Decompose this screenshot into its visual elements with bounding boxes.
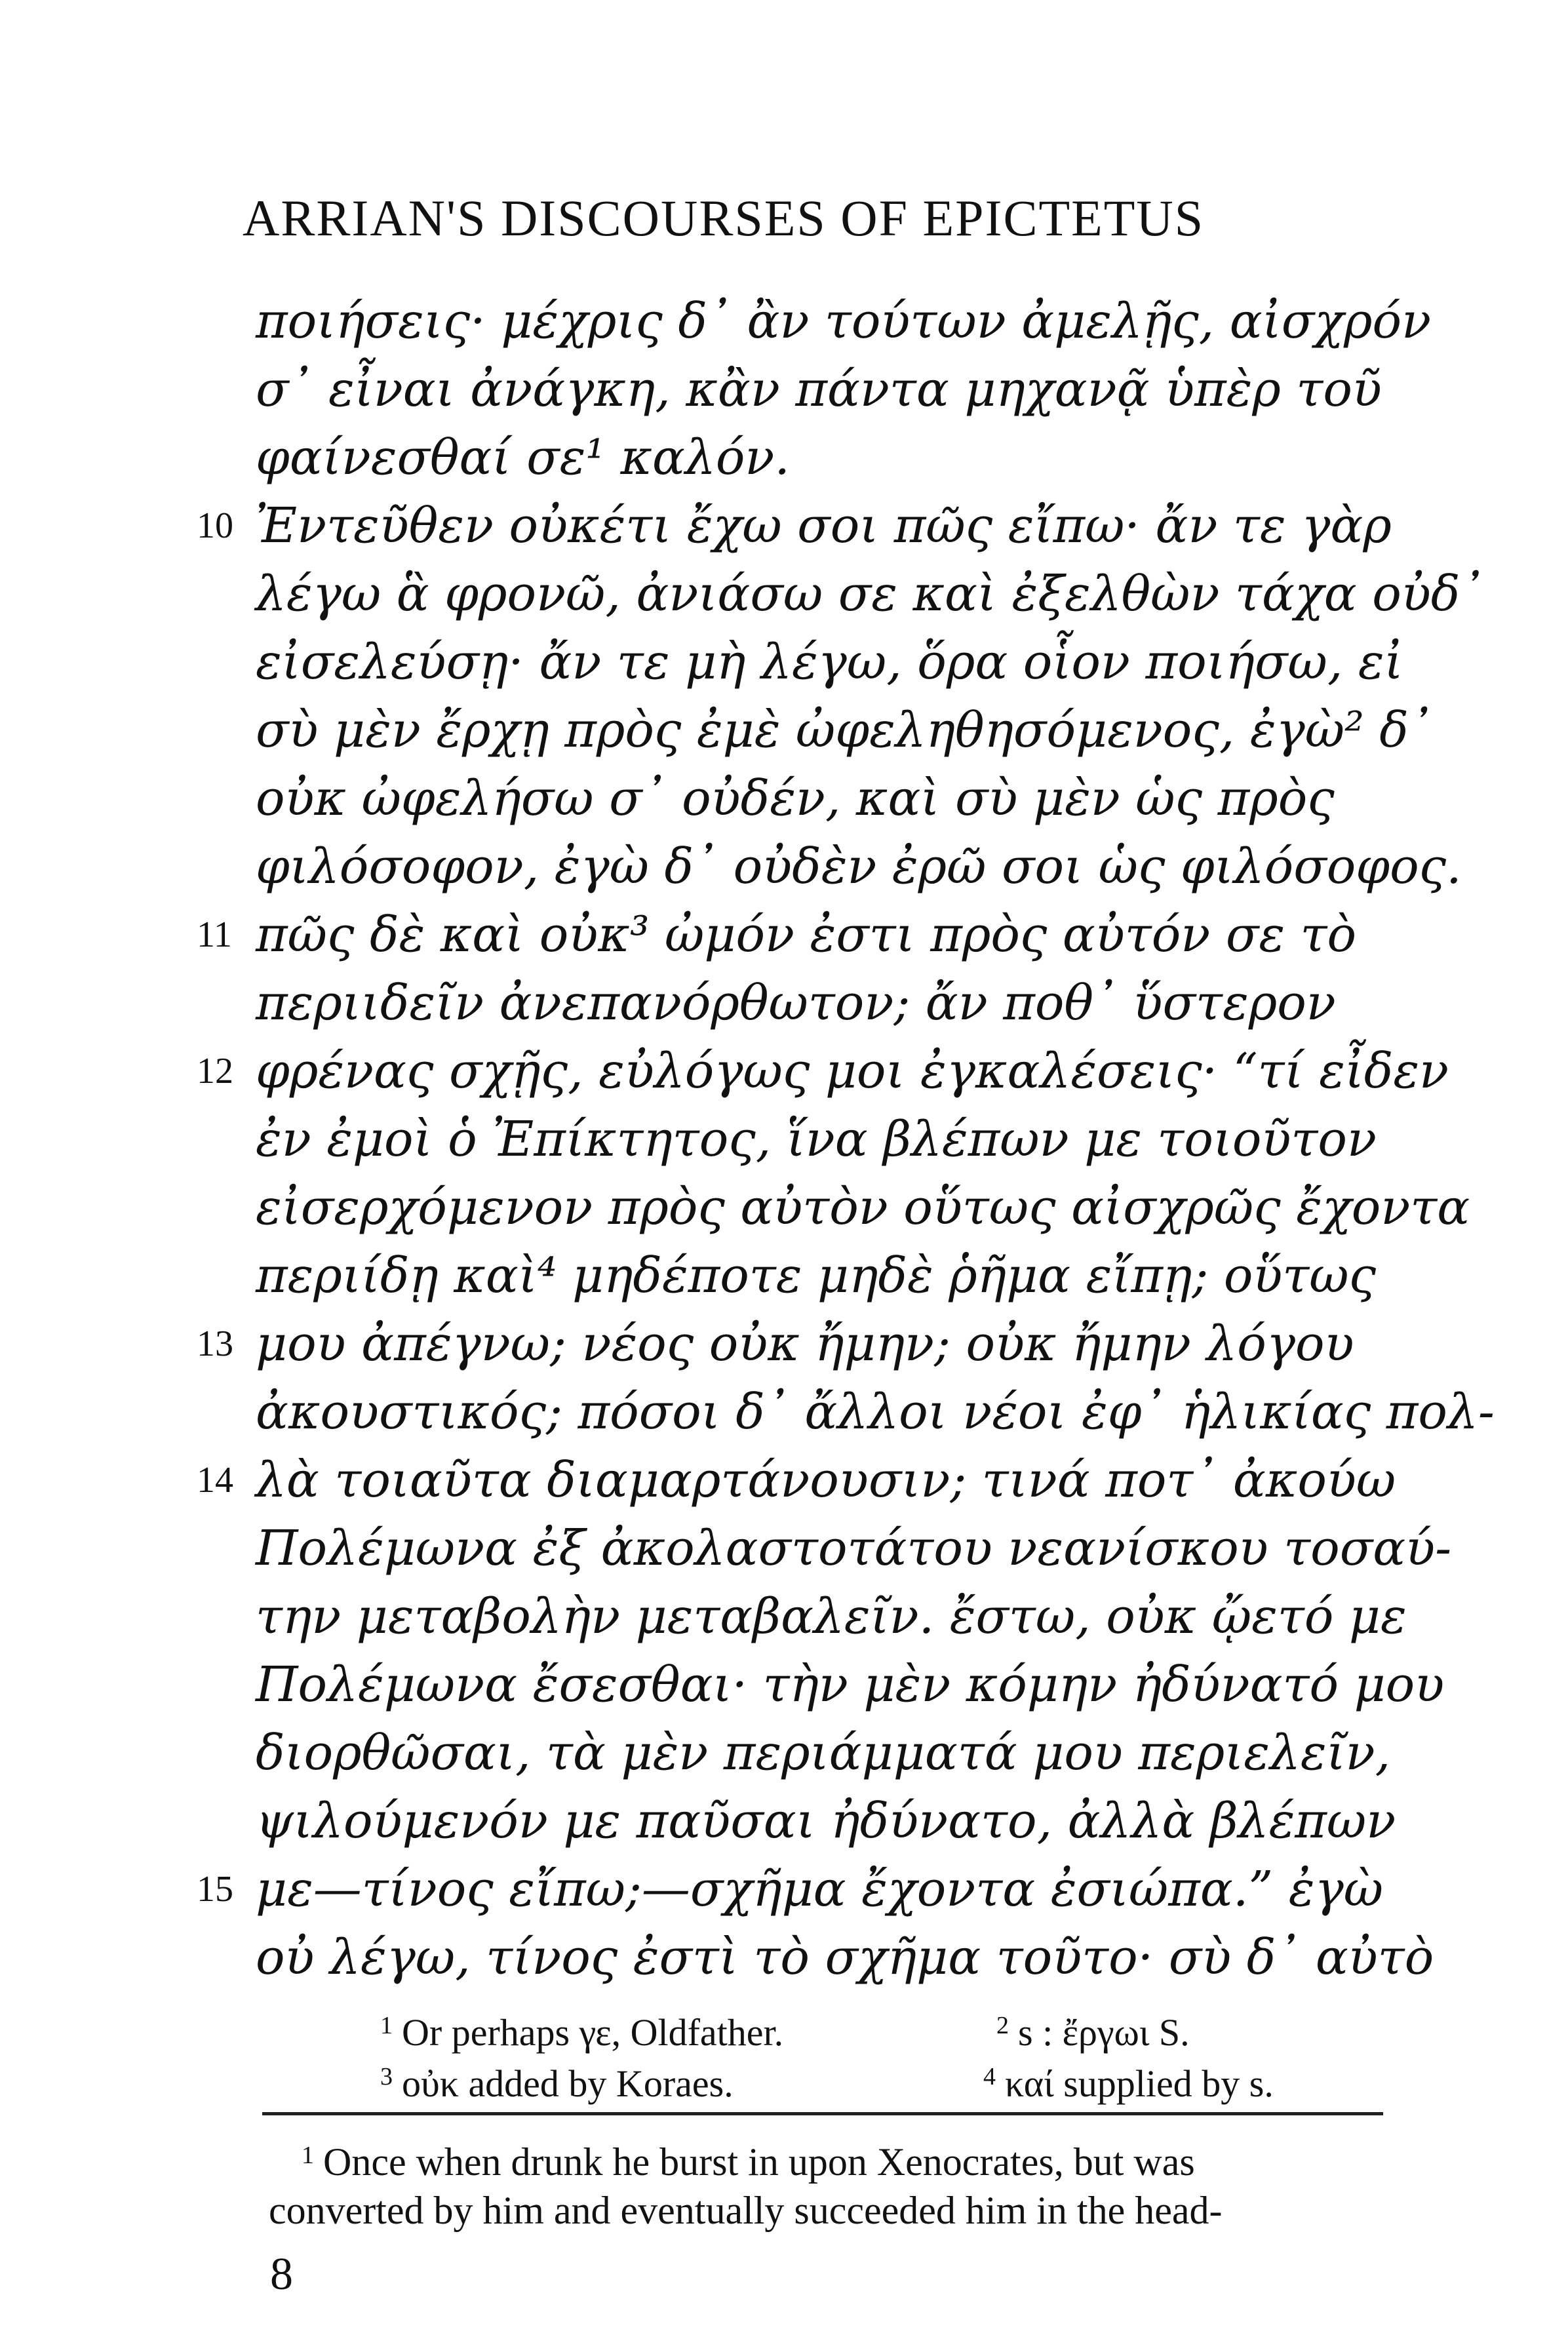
running-header: ARRIAN'S DISCOURSES OF EPICTETUS	[243, 189, 1205, 246]
section-number: 13	[197, 1323, 233, 1364]
text-line: ψιλούμενόν με παῦσαι ἠδύνατο, ἀλλὰ βλέπων	[256, 1793, 1396, 1849]
footnote-text: οὐκ added by Koraes.	[402, 2062, 734, 2105]
text-line: πῶς δὲ καὶ οὐκ³ ὠμόν ἐστι πρὸς αὐτόν σε τὸ	[256, 907, 1357, 963]
footnote-text: s : ἔργωι S.	[1018, 2011, 1190, 2054]
footnote	[380, 2050, 734, 2103]
footnote-divider	[262, 2112, 1383, 2115]
footnote-mark: 3	[380, 2063, 393, 2090]
text-line: σ᾽ εἶναι ἀνάγκη, κἂν πάντα μηχανᾷ ὑπὲρ τοῦ	[256, 361, 1382, 418]
text-line: μου ἀπέγνω; νέος οὐκ ἤμην; οὐκ ἤμην λόγου	[256, 1316, 1354, 1372]
section-number: 15	[197, 1869, 233, 1910]
text-line: με—τίνος εἴπω;—σχῆμα ἔχοντα ἐσιώπα.” ἐγὼ	[256, 1861, 1384, 1917]
text-line: λέγω ἃ φρονῶ, ἀνιάσω σε καὶ ἐξελθὼν τάχα οὐδ᾽	[256, 566, 1485, 622]
text-line: περιίδῃ καὶ⁴ μηδέποτε μηδὲ ῥῆμα εἴπῃ; οὕτως	[256, 1247, 1377, 1304]
text-line: σὺ μὲν ἔρχῃ πρὸς ἐμὲ ὠφεληθησόμενος, ἐγὼ² δ᾽	[256, 702, 1433, 758]
footnote	[996, 1999, 1190, 2052]
section-number: 12	[197, 1051, 233, 1091]
section-number: 10	[197, 505, 233, 546]
footnote	[380, 1999, 783, 2052]
text-line: την μεταβολὴν μεταβαλεῖν. ἔστω, οὐκ ᾤετό με	[256, 1588, 1407, 1645]
translation-note-text: Once when drunk he burst in upon Xenocrates, but was	[323, 2140, 1195, 2184]
translation-note-line: converted by him and eventually succeeded him in the head-	[269, 2189, 1223, 2232]
text-line: οὐ λέγω, τίνος ἐστὶ τὸ σχῆμα τοῦτο· σὺ δ᾽ αὐτὸ	[256, 1929, 1434, 1986]
text-line: φαίνεσθαί σε¹ καλόν.	[256, 429, 790, 486]
text-line: εἰσελεύσῃ· ἄν τε μὴ λέγω, ὅρα οἷον ποιήσω, εἰ	[256, 634, 1403, 690]
text-line: Πολέμωνα ἔσεσθαι· τὴν μὲν κόμην ἠδύνατό μου	[256, 1657, 1445, 1713]
text-line: Πολέμωνα ἐξ ἀκολαστοτάτου νεανίσκου τοσαύ-	[256, 1520, 1452, 1577]
footnote	[983, 2050, 1274, 2103]
text-line: Ἐντεῦθεν οὐκέτι ἔχω σοι πῶς εἴπω· ἄν τε γὰρ	[256, 498, 1392, 554]
footnote-text: Or perhaps γε, Oldfather.	[402, 2011, 784, 2054]
text-line: ποιήσεις· μέχρις δ᾽ ἂν τούτων ἀμελῇς, αἰσχρόν	[256, 293, 1432, 349]
text-line: φρένας σχῇς, εὐλόγως μοι ἐγκαλέσεις· “τί εἶδεν	[256, 1043, 1449, 1099]
footnote-mark: 2	[996, 2012, 1009, 2039]
section-number: 14	[197, 1460, 233, 1500]
text-line: περιιδεῖν ἀνεπανόρθωτον; ἄν ποθ᾽ ὕστερον	[256, 975, 1336, 1031]
translation-note-line	[269, 2128, 1396, 2183]
footnote-mark: 4	[983, 2063, 996, 2090]
footnote-mark: 1	[380, 2012, 393, 2039]
text-line: φιλόσοφον, ἐγὼ δ᾽ οὐδὲν ἐρῶ σοι ὡς φιλόσοφος.	[256, 838, 1462, 895]
text-line: εἰσερχόμενον πρὸς αὐτὸν οὕτως αἰσχρῶς ἔχοντα	[256, 1179, 1470, 1236]
text-line: οὐκ ὠφελήσω σ᾽ οὐδέν, καὶ σὺ μὲν ὡς πρὸς	[256, 770, 1335, 827]
text-line: ἀκουστικός; πόσοι δ᾽ ἄλλοι νέοι ἐφ᾽ ἡλικίας πολ-	[256, 1384, 1495, 1440]
footnote-text: καί supplied by s.	[1005, 2062, 1274, 2105]
text-line: διορθῶσαι, τὰ μὲν περιάμματά μου περιελεῖν,	[256, 1725, 1391, 1781]
text-line: ἐν ἐμοὶ ὁ Ἐπίκτητος, ἵνα βλέπων με τοιοῦτον	[256, 1111, 1377, 1167]
text-line: λὰ τοιαῦτα διαμαρτάνουσιν; τινά ποτ᾽ ἀκούω	[256, 1452, 1396, 1508]
footnote-mark: 1	[302, 2142, 314, 2169]
page-number: 8	[270, 2249, 293, 2300]
section-number: 11	[197, 914, 232, 955]
